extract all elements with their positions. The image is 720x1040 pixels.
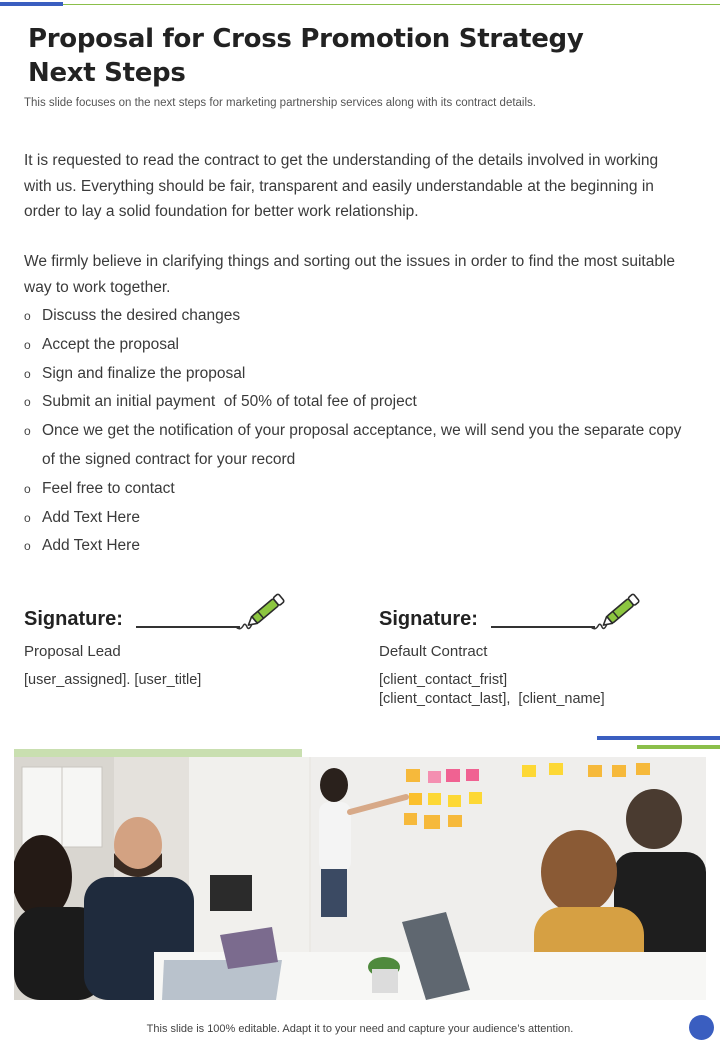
list-item: o Submit an initial payment of 50% of total fee of project bbox=[24, 388, 684, 417]
bullet-icon: o bbox=[24, 481, 31, 496]
signature-block-proposal-lead bbox=[24, 588, 324, 718]
signature-label: Signature: bbox=[24, 608, 123, 630]
list-item: o Discuss the desired changes bbox=[24, 302, 684, 331]
pen-icon bbox=[601, 588, 645, 628]
signature-meta bbox=[24, 671, 201, 690]
list-item: o Accept the proposal bbox=[24, 331, 684, 360]
page-title-line-2: Next Steps bbox=[28, 58, 186, 88]
list-item: o Feel free to contact bbox=[24, 475, 684, 504]
bullet-icon: o bbox=[24, 539, 31, 554]
list-item: o Add Text Here bbox=[24, 504, 684, 533]
page-title bbox=[28, 22, 628, 90]
bullet-icon: o bbox=[24, 366, 31, 381]
signature-line bbox=[136, 626, 240, 628]
top-accent-bar bbox=[0, 2, 63, 6]
belief-paragraph: We firmly believe in clarifying things and sorting out the issues in order to find the most suitable way to work together. bbox=[24, 253, 676, 296]
page-subtitle: This slide focuses on the next steps for marketing partnership services along with its contract details. bbox=[24, 97, 536, 109]
page-indicator-dot bbox=[689, 1015, 714, 1040]
signature-client-contact-first: [client_contact_frist] bbox=[379, 672, 508, 688]
team-meeting-photo bbox=[14, 757, 706, 1000]
signature-meta bbox=[379, 671, 605, 709]
next-steps-list bbox=[24, 302, 684, 561]
bullet-icon: o bbox=[24, 424, 31, 439]
footer-note: This slide is 100% editable. Adapt it to your need and capture your audience’s attention. bbox=[146, 1023, 574, 1035]
decor-blue-line bbox=[597, 736, 720, 740]
bullet-icon: o bbox=[24, 395, 31, 410]
signature-user-fields: [user_assigned]. [user_title] bbox=[24, 672, 202, 688]
signature-label: Signature: bbox=[379, 608, 478, 630]
signature-role: Default Contract bbox=[379, 643, 488, 660]
signature-line bbox=[491, 626, 595, 628]
list-item: o Sign and finalize the proposal bbox=[24, 360, 684, 389]
top-accent-line bbox=[0, 4, 720, 5]
intro-paragraph: It is requested to read the contract to get the understanding of the details involved in working with us. Everything should be fair, transparent and easily understandable at the beginning in order to lay a solid foundation for better work relationship. bbox=[24, 152, 659, 220]
bullet-icon: o bbox=[24, 337, 31, 352]
page-title-line-1: Proposal for Cross Promotion Strategy bbox=[28, 24, 584, 54]
list-item: o Add Text Here bbox=[24, 532, 684, 561]
bullet-icon: o bbox=[24, 309, 31, 323]
decor-green-line bbox=[637, 745, 720, 749]
bullet-icon: o bbox=[24, 510, 31, 525]
list-item: o Once we get the notification of your proposal acceptance, we will send you the separate copy of the signed contract for your record bbox=[24, 417, 684, 475]
team-meeting-illustration bbox=[14, 757, 706, 1000]
signature-role: Proposal Lead bbox=[24, 643, 121, 660]
signature-block-default-contract bbox=[379, 588, 679, 718]
signature-client-contact-last: [client_contact_last], [client_name] bbox=[379, 691, 605, 707]
pen-icon bbox=[246, 588, 290, 628]
